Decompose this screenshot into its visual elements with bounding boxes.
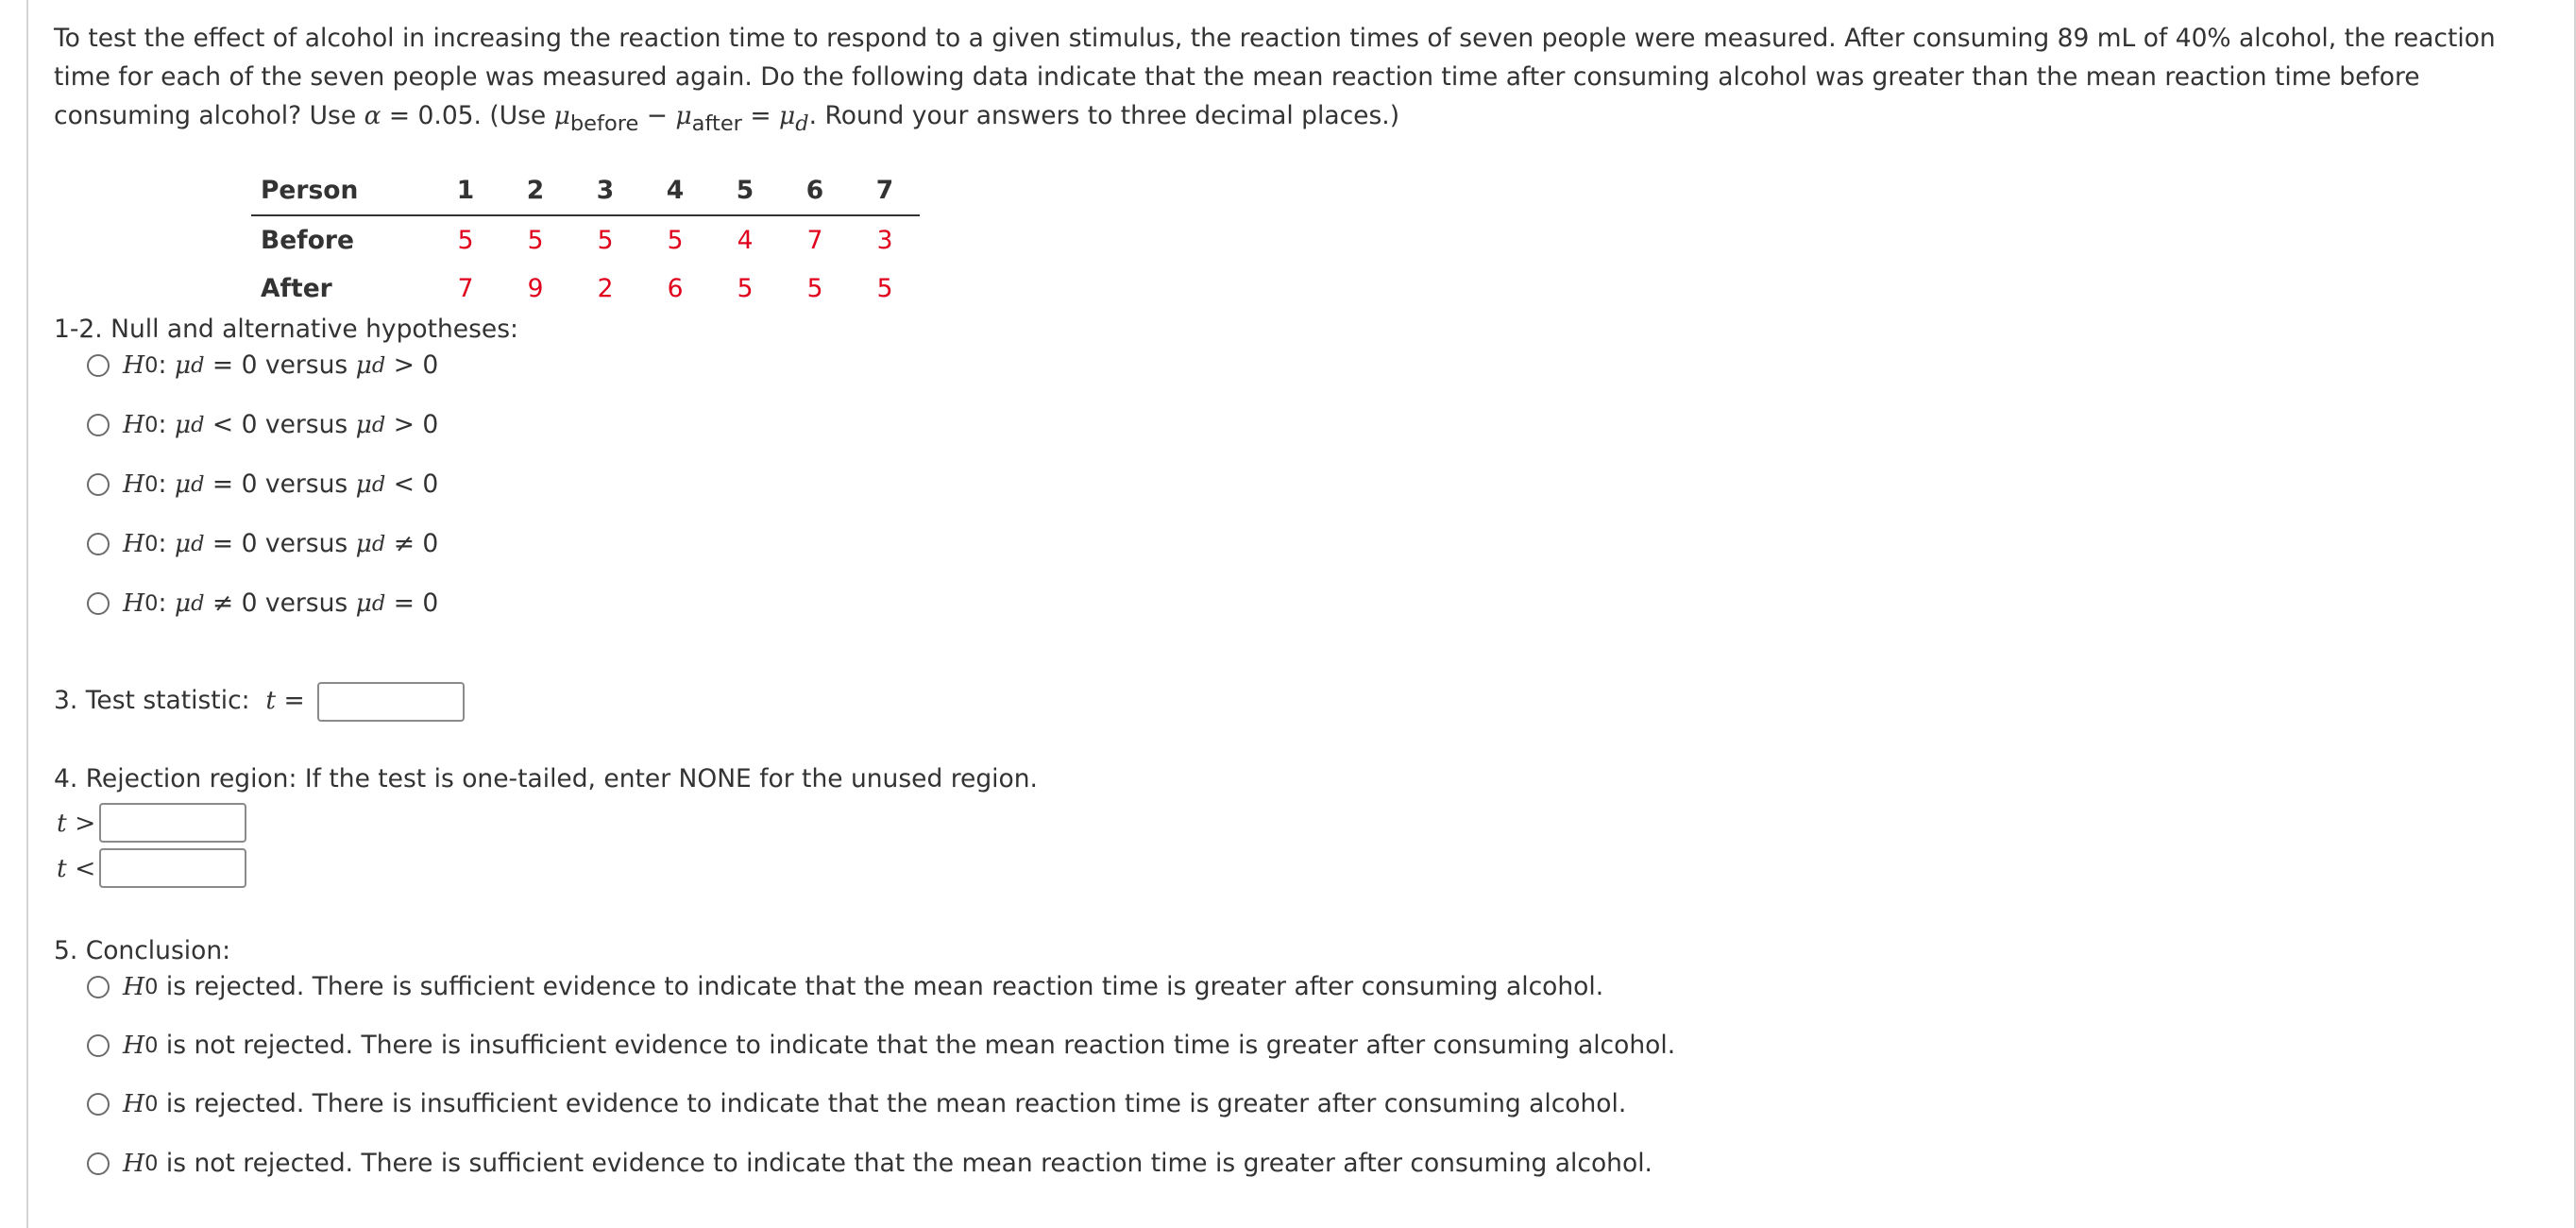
person-number: 6 <box>780 166 850 215</box>
lower-region-input[interactable] <box>99 848 246 888</box>
hypothesis-option-1[interactable]: H 0 : μ d = 0 versus μ d > 0 <box>87 350 438 380</box>
upper-region-label: t > <box>57 809 96 838</box>
radio-button[interactable] <box>87 354 110 377</box>
conclusion-option-2[interactable]: H 0 is not rejected. There is insufficient evidence to indicate that the mean reaction time is greater after consuming alcohol. <box>87 1031 1675 1060</box>
table-header-row <box>251 166 920 215</box>
data-table <box>251 166 920 313</box>
before-value: 3 <box>876 226 893 255</box>
person-number: 7 <box>850 166 920 215</box>
radio-button[interactable] <box>87 976 110 998</box>
after-value: 6 <box>667 274 684 303</box>
conclusion-label: 5. Conclusion: <box>54 936 231 965</box>
test-statistic-input[interactable] <box>317 682 465 722</box>
conclusion-option-1[interactable]: H 0 is rejected. There is sufficient evidence to indicate that the mean reaction time is greater after consuming alcohol. <box>87 972 1603 1001</box>
radio-button[interactable] <box>87 473 110 496</box>
lower-region-label: t < <box>57 854 96 883</box>
row-label-after: After <box>261 274 332 303</box>
before-value: 5 <box>527 226 544 255</box>
radio-button[interactable] <box>87 1093 110 1116</box>
hypothesis-option-5[interactable]: H 0 : μ d ≠ 0 versus μ d = 0 <box>87 588 438 618</box>
table-header-label: Person <box>251 166 431 215</box>
rejection-region-label: 4. Rejection region: If the test is one-tailed, enter NONE for the unused region. <box>54 764 1038 793</box>
after-value: 5 <box>737 274 754 303</box>
before-value: 5 <box>457 226 474 255</box>
person-number: 4 <box>640 166 710 215</box>
radio-button[interactable] <box>87 1152 110 1175</box>
radio-button[interactable] <box>87 533 110 555</box>
radio-button[interactable] <box>87 592 110 615</box>
after-value: 7 <box>457 274 474 303</box>
after-value: 9 <box>527 274 544 303</box>
after-value: 5 <box>806 274 823 303</box>
hypothesis-option-4[interactable]: H 0 : μ d = 0 versus μ d ≠ 0 <box>87 529 438 558</box>
row-label-before: Before <box>261 226 354 255</box>
after-value: 5 <box>876 274 893 303</box>
hypotheses-label: 1-2. Null and alternative hypotheses: <box>54 315 518 344</box>
radio-button[interactable] <box>87 1034 110 1057</box>
person-number: 5 <box>710 166 780 215</box>
conclusion-option-4[interactable]: H 0 is not rejected. There is sufficient evidence to indicate that the mean reaction time is greater after consuming alcohol. <box>87 1149 1652 1178</box>
upper-region-input[interactable] <box>99 803 246 843</box>
hypothesis-option-3[interactable]: H 0 : μ d = 0 versus μ d < 0 <box>87 469 438 499</box>
table-row-after <box>251 264 920 313</box>
conclusion-option-3[interactable]: H 0 is rejected. There is insufficient evidence to indicate that the mean reaction time is greater after consuming alcohol. <box>87 1089 1626 1118</box>
person-number: 2 <box>500 166 570 215</box>
test-statistic-label: 3. Test statistic: t = <box>54 686 305 715</box>
before-value: 5 <box>667 226 684 255</box>
radio-button[interactable] <box>87 414 110 436</box>
before-value: 7 <box>806 226 823 255</box>
after-value: 2 <box>597 274 614 303</box>
hypothesis-option-2[interactable]: H 0 : μ d < 0 versus μ d > 0 <box>87 410 438 439</box>
table-row-before <box>251 215 920 264</box>
question-prompt: To test the effect of alcohol in increasing the reaction time to respond to a given stimulus, the reaction times of seven people were measured. After consuming 89 mL of 40% alcohol, the reaction time for each of the seven people was measured again. Do the following data indicate that the mean reaction time after consuming alcohol was greater than the mean reaction time before consuming alcohol? Use α = 0.05. (Use $\mu_{before} - \mu_{after} = \mu_d$. Round your answers to three decimal places.) <box>54 24 2496 136</box>
person-number: 3 <box>570 166 640 215</box>
before-value: 4 <box>737 226 754 255</box>
person-number: 1 <box>431 166 500 215</box>
before-value: 5 <box>597 226 614 255</box>
